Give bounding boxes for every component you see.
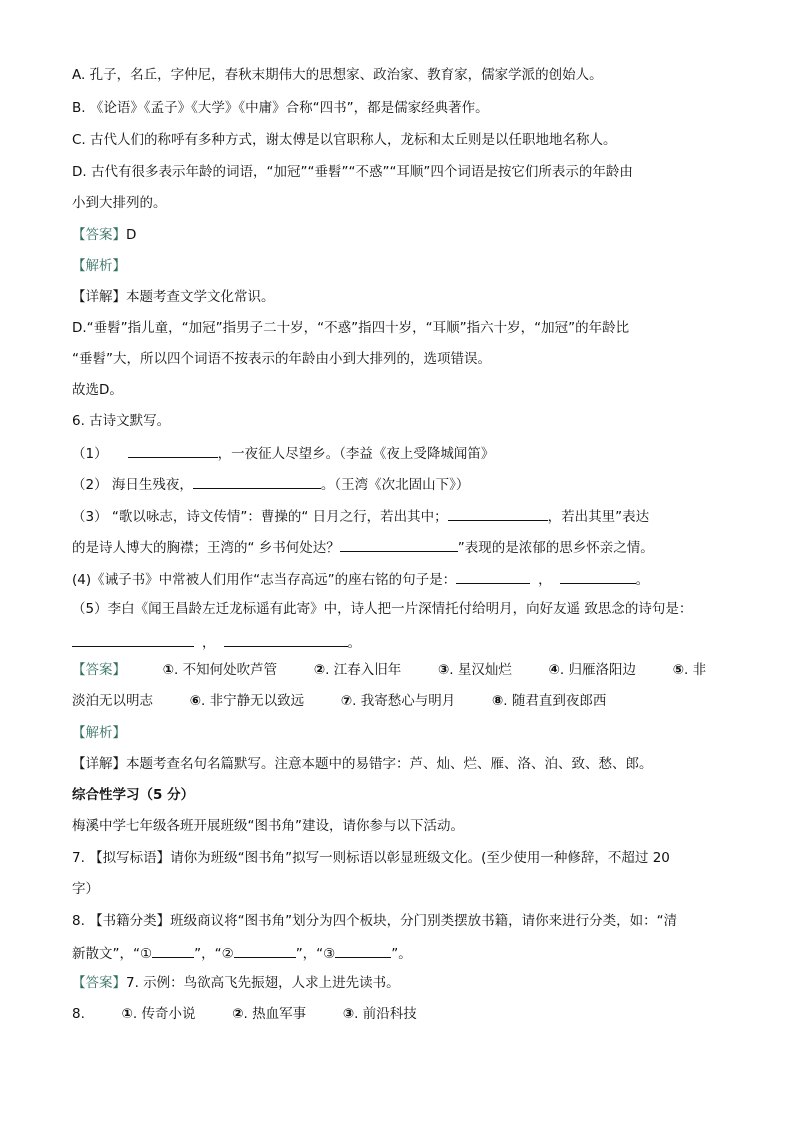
- answer-tag: 【答案】: [72, 662, 126, 678]
- q5-explanation-2: “垂髫”大，所以四个词语不按表示的年龄由小到大排列的，选项错误。: [72, 351, 491, 367]
- blank-q8-3[interactable]: [335, 943, 391, 958]
- blank-1[interactable]: [128, 443, 218, 458]
- answer7-text: 7. 示例：鸟欲高飞先振翅，人求上进先读书。: [126, 975, 400, 991]
- q6-l5-b: ，: [538, 572, 552, 588]
- blank-4[interactable]: [340, 537, 458, 552]
- q6-line3: [72, 506, 649, 526]
- q7-line1: 7. 【拟写标语】请你为班级“图书角”拟写一则标语以彰显班级文化。(至少使用一种修辞，不超过 20: [72, 850, 670, 866]
- answer-text: 星汉灿烂: [457, 662, 512, 678]
- q6-analysis-tag: 【解析】: [72, 725, 126, 741]
- option-b: B. 《论语》《孟子》《大学》《中庸》合称“四书”，都是儒家经典著作。: [72, 100, 489, 116]
- q6-line7: [72, 632, 361, 652]
- q8-b2: ”，“②: [194, 946, 234, 962]
- answer-text: 非宁静无以致远: [209, 693, 305, 709]
- q6-line2: [72, 474, 469, 494]
- answer-text: 非: [692, 662, 707, 678]
- q8-b4: ”。: [391, 946, 412, 962]
- q6-title: 6. 古诗文默写。: [72, 413, 171, 429]
- answer-num: ⑥: [189, 693, 202, 709]
- blank-q8-1[interactable]: [152, 943, 194, 958]
- section-intro: 梅溪中学七年级各班开展班级“图书角”建设，请你参与以下活动。: [72, 818, 464, 834]
- q8-b3: ”，“③: [295, 946, 336, 962]
- blank-8[interactable]: [224, 632, 348, 647]
- q6-detail: [72, 755, 653, 773]
- answer-num: ②: [232, 1006, 244, 1022]
- q6-l3-a: （3） “歌以咏志，诗文传情”：曹操的“ 日月之行，若出其中；: [72, 509, 448, 525]
- answer-text: 热血军事: [252, 1006, 307, 1022]
- answer-num: ①: [121, 1006, 133, 1022]
- q6-l2-a: （2） 海日生残夜，: [72, 477, 193, 493]
- detail-tag: 【详解】: [72, 289, 126, 305]
- q8-answers: 8. ①. 传奇小说 ②. 热血军事 ③. 前沿科技: [72, 1006, 417, 1022]
- section-title: 综合性学习（5 分）: [72, 787, 195, 803]
- answer-num: ⑧: [491, 693, 504, 709]
- q8-line2: [72, 943, 412, 963]
- answer-value: D: [126, 227, 137, 243]
- answer-text: 前沿科技: [362, 1006, 417, 1022]
- option-d-line1: D. 古代有很多表示年龄的词语，“加冠”“垂髫”“不惑”“耳顺”四个词语是按它们所表示的年龄由: [72, 164, 633, 180]
- answer-num: ⑦: [340, 693, 353, 709]
- blank-3[interactable]: [448, 506, 548, 521]
- option-a: A. 孔子，名丘，字仲尼，春秋末期伟大的思想家、政治家、教育家，儒家学派的创始人。: [72, 67, 603, 83]
- blank-6[interactable]: [560, 569, 636, 584]
- answer-text: 随君直到夜郎西: [511, 693, 607, 709]
- answer-tag: 【答案】: [72, 227, 126, 243]
- answer-text: 不知何处吹芦管: [182, 662, 278, 678]
- answer-text: 江春入旧年: [333, 662, 402, 678]
- q8-line1: 8. 【书籍分类】班级商议将“图书角”划分为四个板块，分门别类摆放书籍，请你来进行分类，如：“清: [72, 913, 678, 929]
- answer-num: ①: [162, 662, 175, 678]
- detail-tag: 【详解】: [72, 756, 126, 772]
- blank-q8-2[interactable]: [234, 943, 296, 958]
- q6-answers-row1: 【答案】 ①. 不知何处吹芦管 ②. 江春入旧年 ③. 星汉灿烂 ④. 归雁洛阳边 ⑤. 非: [72, 662, 707, 678]
- q6-l7-end: 。: [347, 635, 361, 651]
- answer-text: 传奇小说: [141, 1006, 196, 1022]
- answer-text: 我寄愁心与明月: [360, 693, 456, 709]
- q5-explanation-1: D.“垂髫”指儿童，“加冠”指男子二十岁，“不惑”指四十岁，“耳顺”指六十岁，“加冠”的年龄比: [72, 320, 630, 336]
- answer-num: ③: [342, 1006, 355, 1022]
- q6-l5-c: 。: [635, 572, 650, 588]
- answer-num: ③: [437, 662, 450, 678]
- blank-2[interactable]: [193, 474, 321, 489]
- answer-text: 归雁洛阳边: [568, 662, 636, 678]
- answer-num: ⑤: [672, 662, 685, 678]
- q5-conclusion: 故选D。: [72, 382, 123, 398]
- detail-text: 本题考查名句名篇默写。注意本题中的易错字：芦、灿、烂、雁、洛、泊、致、愁、郎。: [126, 756, 653, 772]
- option-d-line2: 小到大排列的。: [72, 195, 167, 211]
- q7-line2: 字）: [72, 881, 99, 897]
- answer-tag: 【答案】: [72, 975, 126, 991]
- q6-answers-row2: 淡泊无以明志 ⑥. 非宁静无以致远 ⑦. 我寄愁心与明月 ⑧. 随君直到夜郎西: [72, 693, 607, 709]
- answer-text: 淡泊无以明志: [72, 693, 153, 709]
- q6-l4-a: 的是诗人博大的胸襟；王湾的“ 乡书何处达？: [72, 540, 340, 556]
- q5-answer: [72, 226, 136, 244]
- blank-5[interactable]: [456, 569, 530, 584]
- q6-line4: [72, 537, 654, 557]
- blank-7[interactable]: [72, 632, 194, 647]
- q6-line5: [72, 569, 649, 589]
- section-answer: [72, 974, 400, 992]
- answer-num: ②: [313, 662, 326, 678]
- q6-l1-num: （1）: [72, 446, 108, 462]
- detail-text: 本题考查文学文化常识。: [126, 289, 275, 305]
- q6-l2-b: 。（王湾《次北固山下》）: [320, 477, 470, 493]
- option-c: C. 古代人们的称呼有多种方式，谢太傅是以官职称人，龙标和太丘则是以任职地地名称人。: [72, 132, 617, 148]
- q8-num: 8.: [72, 1006, 85, 1022]
- q6-l4-b: ”表现的是浓郁的思乡怀亲之情。: [457, 540, 654, 556]
- q6-l7-sep: ，: [202, 635, 216, 651]
- q6-line1: [72, 443, 494, 463]
- q6-line6: （5）李白《闻王昌龄左迁龙标遥有此寄》中，诗人把一片深情托付给明月，向好友遥 致思念的诗句是：: [72, 601, 693, 617]
- q6-l1-text: ，一夜征人尽望乡。（李益《夜上受降城闻笛》: [217, 446, 495, 462]
- answer-num: ④: [548, 662, 560, 678]
- q6-l5-a: (4)《诫子书》中常被人们用作“志当存高远”的座右铭的句子是：: [72, 572, 457, 588]
- q8-b1: 新散文”，“①: [72, 946, 153, 962]
- q5-analysis-tag: 【解析】: [72, 258, 126, 274]
- q5-detail: [72, 288, 275, 306]
- q6-l3-b: ，若出其里”表达: [547, 509, 650, 525]
